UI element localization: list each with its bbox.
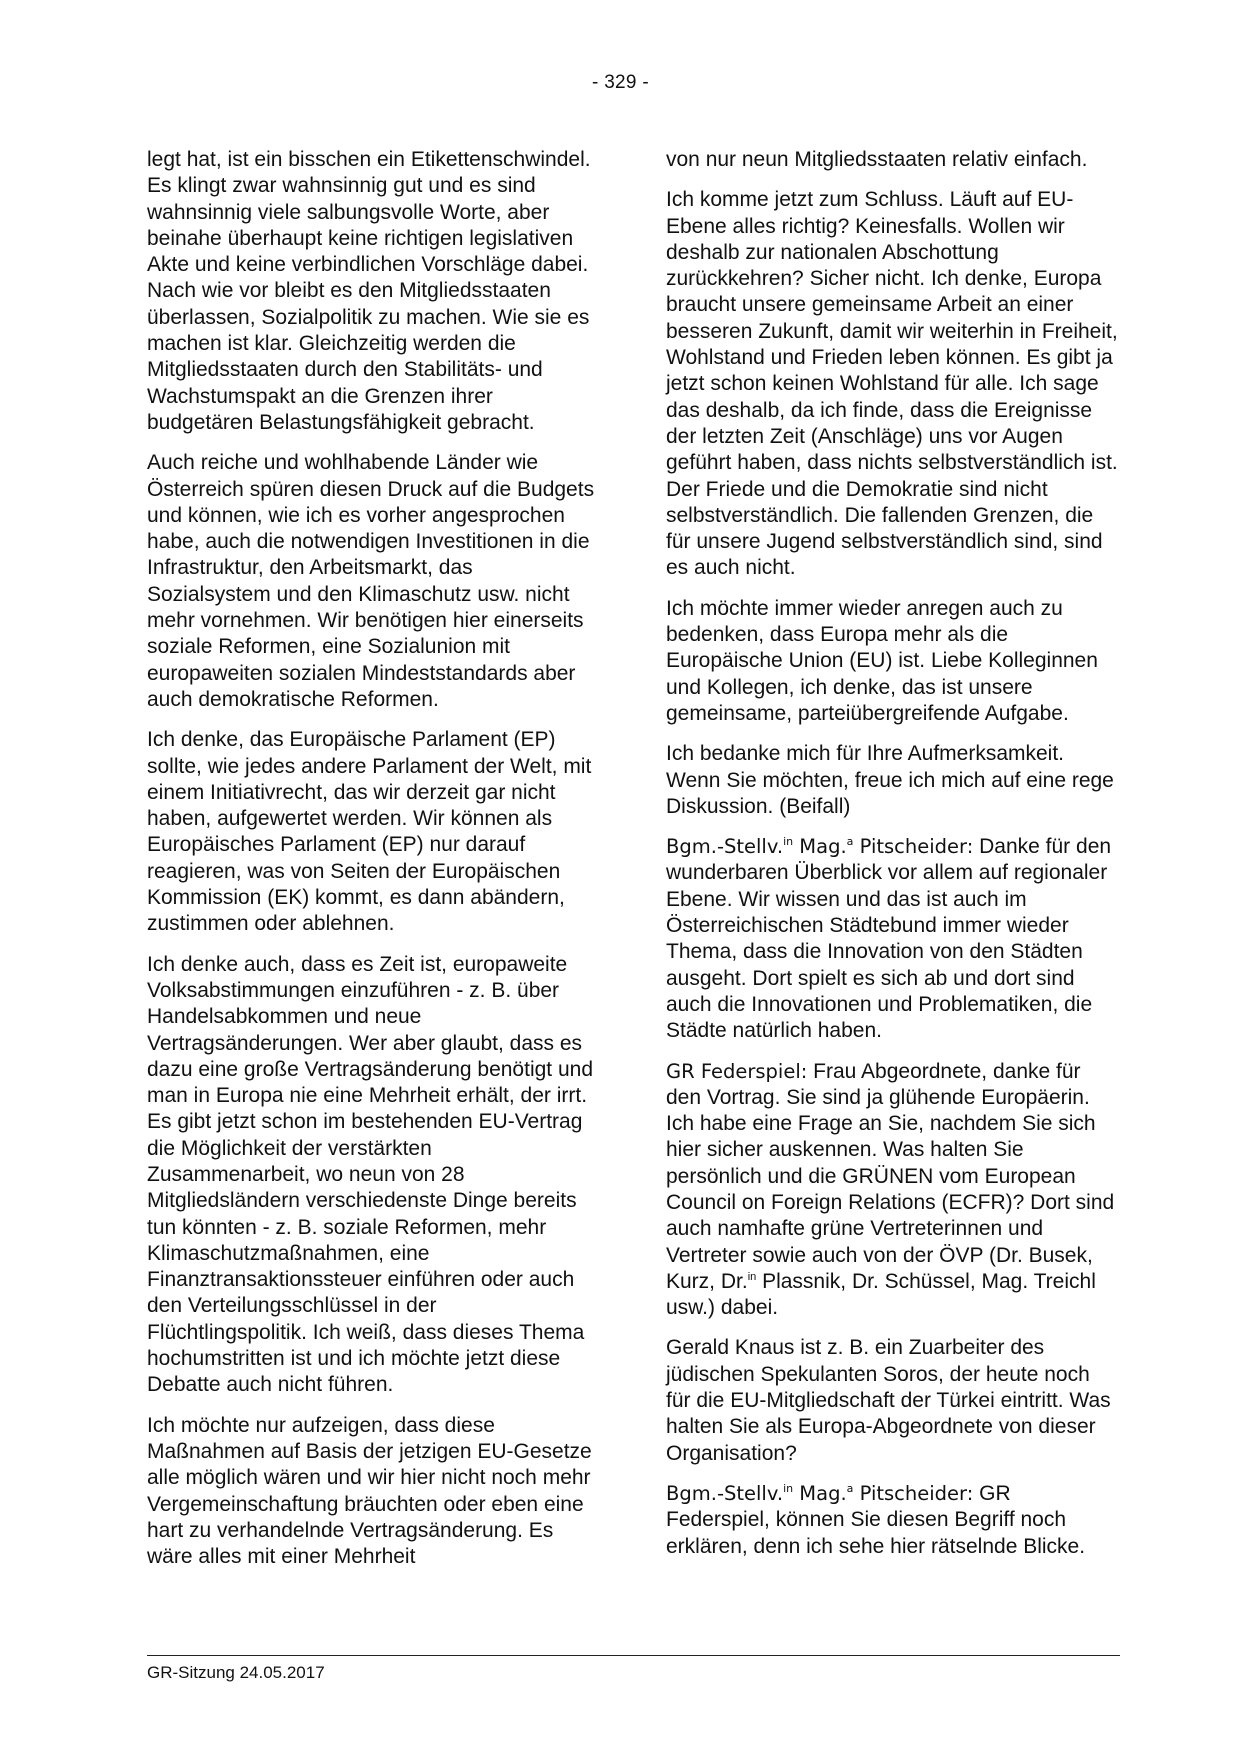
paragraph: Ich denke, das Europäische Parlament (EP) sollte, wie jedes andere Parlament der Welt, mit einem Initiativrecht, das wir derzeit gar nicht haben, aufgewertet werden. Wir können als Europäisches Parlament (EP) nur darauf reagieren, was von Seiten der Europäischen Kommission (EK) kommt, es dann abändern, zustimmen oder ablehnen. — [147, 728, 592, 936]
speaker-name: Bgm.-Stellv.$^{in}$ Mag.$^a$ Pitscheider: — [666, 835, 974, 859]
speaker-name: Bgm.-Stellv.$^{in}$ Mag.$^a$ Pitscheider: — [666, 1481, 974, 1505]
left-column — [147, 147, 597, 1584]
speech-text: GR Federspiel, können Sie diesen Begriff noch erklären, denn ich sehe hier rätselnde Blicke. — [666, 1481, 1086, 1558]
speech-text: Plassnik, Dr. Schüssel, Mag. Treichl usw.) dabei. — [666, 1269, 1096, 1320]
footer-divider — [147, 1655, 1120, 1656]
speech-paragraph — [666, 1481, 1120, 1560]
right-column — [666, 147, 1120, 1574]
paragraph: Gerald Knaus ist z. B. ein Zuarbeiter des jüdischen Spekulanten Soros, der heute noch für die EU-Mitgliedschaft der Türkei eintritt. Was halten Sie als Europa-Abgeordnete von dieser Organisation? — [666, 1336, 1111, 1465]
page-number: - 329 - — [591, 72, 649, 93]
paragraph: Ich denke auch, dass es Zeit ist, europaweite Volksabstimmungen einzuführen - z. B. über Handelsabkommen und neue Vertragsänderungen. Wer aber glaubt, dass es dazu eine große Vertragsänderung benötigt und man in Europa nie eine Mehrheit erhält, der irrt. Es gibt jetzt schon im bestehenden EU-Vertrag die Möglichkeit der verstärkten Zusammenarbeit, wo neun von 28 Mitgliedsländern verschiedenste Dinge bereits tun könnten - z. B. soziale Reformen, mehr Klimaschutzmaßnahmen, eine Finanztransaktionssteuer einführen oder auch den Verteilungsschlüssel in der Flüchtlingspolitik. Ich weiß, dass dieses Thema hochumstritten ist und ich möchte jetzt diese Debatte auch nicht führen. — [147, 952, 593, 1397]
paragraph: Ich bedanke mich für Ihre Aufmerksamkeit. Wenn Sie möchten, freue ich mich auf eine rege Diskussion. (Beifall) — [666, 742, 1114, 818]
speech-paragraph: GR Federspiel: Frau Abgeordnete, danke für den Vortrag. Sie sind ja glühende Europäerin. Ich habe eine Frage an Sie, nachdem Sie sich hier sicher auskennen. Was halten Sie persönlich und die GRÜNEN vom European Council on Foreign Relations (ECFR)? Dort sind auch namhafte grüne Vertreterinnen und Vertreter sowie auch von der ÖVP (Dr. Busek, Kurz, Dr.$^{in}$ Plassnik, Dr. Schüssel, Mag. Treichl usw.) dabei. — [666, 1059, 1115, 1320]
speech-text: Frau Abgeordnete, danke für den Vortrag. Sie sind ja glühende Europäerin. Ich habe eine Frage an Sie, nachdem Sie sich hier sicher auskennen. Was halten Sie persönlich und die GRÜNEN vom European Council on Foreign Relations (ECFR)? Dort sind auch namhafte grüne Vertreterinnen und Vertreter sowie auch von der ÖVP (Dr. Busek, Kurz, Dr. — [666, 1059, 1115, 1293]
speaker-name: GR Federspiel: — [666, 1059, 808, 1083]
footer-text: GR-Sitzung 24.05.2017 — [147, 1663, 325, 1682]
paragraph: Ich komme jetzt zum Schluss. Läuft auf EU-Ebene alles richtig? Keinesfalls. Wollen wir deshalb zur nationalen Abschottung zurückkehren? Sicher nicht. Ich denke, Europa braucht unsere gemeinsame Arbeit an einer besseren Zukunft, damit wir weiterhin in Freiheit, Wohlstand und Frieden leben können. Es gibt ja jetzt schon keinen Wohlstand für alle. Ich sage das deshalb, da ich finde, dass die Ereignisse der letzten Zeit (Anschläge) uns vor Augen geführt haben, dass nichts selbstverständlich ist. Der Friede und die Demokratie sind nicht selbstverständlich. Die fallenden Grenzen, die für unsere Jugend selbstverständlich sind, sind es auch nicht. — [666, 188, 1118, 580]
paragraph: Ich möchte immer wieder anregen auch zu bedenken, dass Europa mehr als die Europäische Union (EU) ist. Liebe Kolleginnen und Kollegen, ich denke, das ist unsere gemeinsame, parteiübergreifende Aufgabe. — [666, 596, 1098, 725]
paragraph: Ich möchte nur aufzeigen, dass diese Maßnahmen auf Basis der jetzigen EU-Gesetze alle möglich wären und wir hier nicht noch mehr Vergemeinschaftung bräuchten oder eben eine hart zu verhandelnde Vertragsänderung. Es wäre alles mit einer Mehrheit — [147, 1413, 592, 1569]
speech-text: Danke für den wunderbaren Überblick vor allem auf regionaler Ebene. Wir wissen und das ist auch im Österreichischen Städtebund immer wieder Thema, dass die Innovation von den Städten ausgeht. Dort spielt es sich ab und dort sind auch die Innovationen und Problematiken, die Städte natürlich haben. — [666, 835, 1112, 1043]
paragraph: Auch reiche und wohlhabende Länder wie Österreich spüren diesen Druck auf die Budgets und können, wie ich es vorher angesprochen habe, auch die notwendigen Investitionen in die Infrastruktur, den Arbeitsmarkt, das Sozialsystem und den Klimaschutz usw. nicht mehr vornehmen. Wir benötigen hier einerseits soziale Reformen, eine Sozialunion mit europaweiten sozialen Mindeststandards aber auch demokratische Reformen. — [147, 451, 595, 711]
paragraph: legt hat, ist ein bisschen ein Etikettenschwindel. Es klingt zwar wahnsinnig gut und es sind wahnsinnig viele salbungsvolle Worte, aber beinahe überhaupt keine richtigen legislativen Akte und keine verbindlichen Vorschläge dabei. Nach wie vor bleibt es den Mitgliedsstaaten überlassen, Sozialpolitik zu machen. Wie sie es machen ist klar. Gleichzeitig werden die Mitgliedsstaaten durch den Stabilitäts- und Wachstumspakt an die Grenzen ihrer budgetären Belastungsfähigkeit gebracht. — [147, 148, 591, 434]
paragraph: von nur neun Mitgliedsstaaten relativ einfach. — [666, 148, 1088, 171]
speech-paragraph — [666, 834, 1120, 1044]
